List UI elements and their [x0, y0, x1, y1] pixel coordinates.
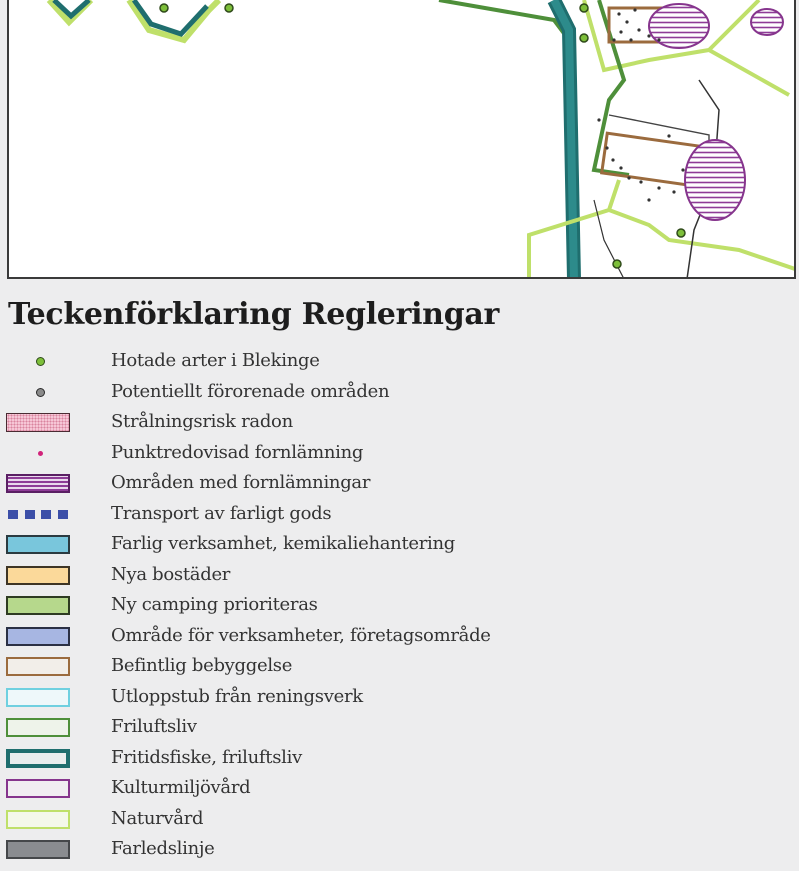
- legend-item: [0, 836, 799, 867]
- legend-item: [0, 745, 799, 776]
- legend-item: [0, 714, 799, 745]
- legend-symbol-box: [6, 840, 70, 859]
- threatened-species-point: [677, 229, 685, 237]
- threatened-species-point: [613, 260, 621, 268]
- legend-label: Befintlig bebyggelse: [111, 655, 293, 676]
- legend-item: [0, 348, 799, 379]
- legend-dot-marker: [36, 388, 45, 397]
- legend-label: Punktredovisad fornlämning: [111, 441, 364, 463]
- legend-symbol-outline: [6, 657, 70, 676]
- legend-label: Område för verksamheter, företagsområde: [111, 624, 491, 646]
- threatened-species-point: [160, 4, 168, 12]
- legend-symbol-dashes: [6, 505, 70, 524]
- legend-label: Kulturmiljövård: [111, 777, 251, 798]
- legend-symbol-dot: [8, 352, 72, 371]
- legend-item: [0, 409, 799, 440]
- legend-item: [0, 501, 799, 532]
- legend-dash-marker: [8, 510, 18, 519]
- legend-dash-marker: [58, 510, 68, 519]
- legend-item: [0, 623, 799, 654]
- threatened-species-point: [580, 4, 588, 12]
- legend-item: [0, 440, 799, 471]
- legend-title: Teckenförklaring Regleringar: [8, 297, 500, 332]
- legend-item: [0, 806, 799, 837]
- legend-dot-marker: [36, 357, 45, 366]
- legend-symbol-box: [6, 627, 70, 646]
- legend-item: [0, 592, 799, 623]
- legend-symbol-outline-thick: [6, 749, 70, 768]
- legend-item: [0, 562, 799, 593]
- legend-label: Strålningsrisk radon: [111, 411, 293, 432]
- legend-label: Farledslinje: [111, 838, 215, 859]
- legend-symbol-box: [6, 566, 70, 585]
- ancient-monument-area: [649, 4, 709, 48]
- legend-label: Hotade arter i Blekinge: [111, 350, 320, 371]
- legend-symbol-box: [6, 535, 70, 554]
- threatened-species-point: [225, 4, 233, 12]
- legend-dash-marker: [25, 510, 35, 519]
- ancient-monument-area: [685, 140, 745, 220]
- legend-symbol-dot: [8, 383, 72, 402]
- map-canvas: [9, 0, 796, 279]
- legend-label: Naturvård: [111, 807, 204, 829]
- legend-label: Transport av farligt gods: [111, 502, 332, 524]
- map-viewport[interactable]: [7, 0, 796, 279]
- ancient-monument-area: [751, 9, 783, 35]
- legend-label: Områden med fornlämningar: [111, 472, 371, 493]
- legend-symbol-box-hatch: [6, 474, 70, 493]
- legend-item: [0, 531, 799, 562]
- legend-symbol-box: [6, 596, 70, 615]
- legend-label: Fritidsfiske, friluftsliv: [111, 746, 302, 768]
- legend-item: [0, 470, 799, 501]
- legend-symbol-box-pattern: [6, 413, 70, 432]
- legend-item: [0, 653, 799, 684]
- legend-symbol-small-dot: [8, 444, 72, 463]
- legend-label: Potentiellt förorenade områden: [111, 380, 390, 402]
- legend-item: [0, 775, 799, 806]
- legend-label: Friluftsliv: [111, 716, 197, 737]
- legend-label: Farlig verksamhet, kemikaliehantering: [111, 533, 456, 554]
- legend-symbol-outline: [6, 810, 70, 829]
- threatened-species-point: [580, 34, 588, 42]
- legend-dash-marker: [41, 510, 51, 519]
- recreation-boundary: [594, 0, 629, 175]
- legend-dot-marker: [38, 451, 43, 456]
- legend-label: Nya bostäder: [111, 563, 231, 585]
- legend-item: [0, 684, 799, 715]
- legend-symbol-outline: [6, 688, 70, 707]
- legend-symbol-outline: [6, 718, 70, 737]
- legend-label: Utloppstub från reningsverk: [111, 685, 363, 707]
- legend-symbol-outline: [6, 779, 70, 798]
- legend-list: [0, 348, 799, 867]
- legend-label: Ny camping prioriteras: [111, 594, 318, 615]
- legend-item: [0, 379, 799, 410]
